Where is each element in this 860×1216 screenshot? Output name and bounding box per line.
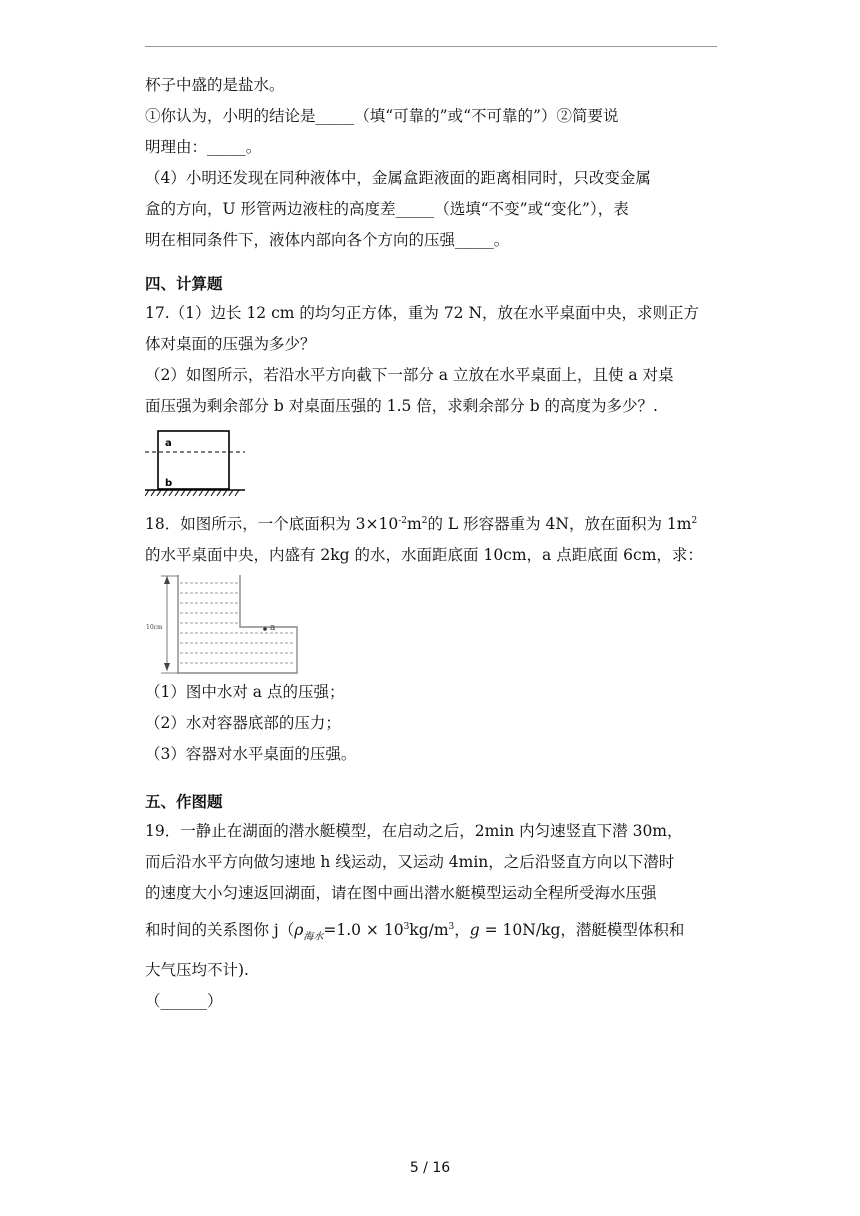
text-line: 盒的方向，U 形管两边液柱的高度差_____（选填“不变”或“变化”），表 [145,200,629,218]
text-line: ①你认为，小明的结论是_____（填“可靠的”或“不可靠的”）②简要说 [145,107,619,125]
text-line: 明理由：_____。 [145,138,262,156]
text-line: 杯子中盛的是盐水。 [145,76,285,94]
q19-line: 而后沿水平方向做匀速地 h 线运动，又运动 4min，之后沿竖直方向以下潜时 [145,853,675,872]
label-a: a [165,438,172,449]
label-a: a [270,623,276,634]
q18-sub: （2）水对容器底部的压力； [145,714,341,733]
section-title-calc: 四、计算题 [145,274,223,293]
q18-sub: （3）容器对水平桌面的压强。 [145,745,357,764]
text-line: （4）小明还发现在同种液体中，金属盒距液面的距离相同时，只改变金属 [145,169,651,187]
table-hatch [145,490,239,496]
q19-line: 的速度大小匀速返回湖面，请在图中画出潜水艇模型运动全程所受海水压强 [145,884,657,903]
arrow-up [164,576,170,584]
q19-line: 和时间的关系图你 $j(\rho_{海水}=1.0 \times 10^3kg/m^3$，g = 10N/kg，潜艇模型体积和 [145,921,685,943]
container-diagram [145,573,315,677]
page-number: 5 / 16 [409,1160,451,1176]
q19-line: 19．一静止在湖面的潜水艇模型，在启动之后，2min 内匀速竖直下潜 30m， [145,822,683,841]
section-title-drawing: 五、作图题 [145,792,223,812]
q17-figure [145,422,720,500]
text-line: 明在相同条件下，液体内部向各个方向的压强_____。 [145,231,510,249]
dim-label: 10cm [146,624,163,632]
q17-line: 面压强为剩余部分 b 对桌面压强的 1.5 倍，求剩余部分 b 的高度为多少？. [145,397,658,415]
arrow-down [164,663,170,671]
label-b: b [165,478,173,489]
q17-line: 体对桌面的压强为多少？ [145,335,316,353]
point-a [263,627,267,631]
q18-figure [145,571,720,677]
answer-blank: （______） [145,992,223,1011]
q18-sub: （1）图中水对 a 点的压强； [145,683,345,702]
page-content [145,70,720,1017]
q18-line: 18．如图所示，一个底面积为 $3\times 10^{-2}m^2$的 L 形容器重为 4N，放在面积为 $1m^2$ [145,515,698,534]
q19-line: 大气压均不计). [145,961,249,980]
header-rule [145,46,717,47]
container-outline [178,575,297,673]
water-lines [180,583,295,663]
cube-diagram [145,428,265,500]
q18-line: 的水平桌面中央，内盛有 2kg 的水，水面距底面 10cm，a 点距底面 6cm，求： [145,546,703,565]
q17-line: （2）如图所示，若沿水平方向截下一部分 a 立放在水平桌面上，且使 a 对桌 [145,366,674,384]
q17-line: 17.（1）边长 12 cm 的均匀正方体，重为 72 N，放在水平桌面中央，求则正方 [145,304,700,322]
